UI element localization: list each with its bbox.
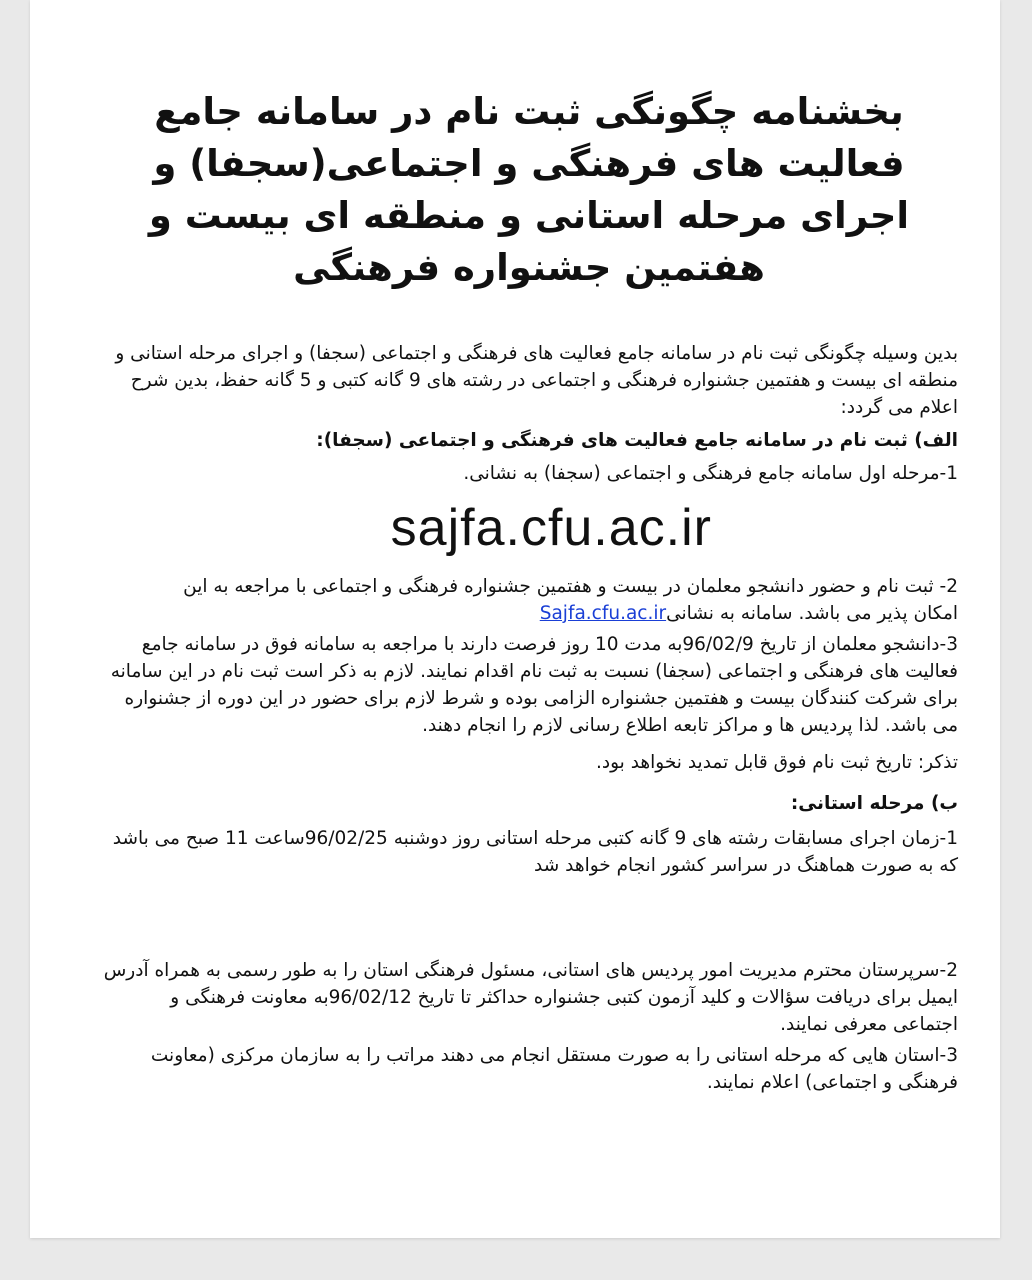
sajfa-link[interactable]: Sajfa.cfu.ac.ir [539,603,667,624]
website-address[interactable]: sajfa.cfu.ac.ir [390,499,712,557]
document-content [100,86,958,1096]
section-a-item-3: 3-دانشجو معلمان از تاریخ 96/02/9به مدت 10 روز فرصت دارند با مراجعه به سامانه فوق در سامانه جامع فعالیت های فرهنگی و اجتماعی (سجفا) نسبت به ثبت نام اقدام نمایند. لازم به ذکر است ثبت نام در این سامانه برای شرکت کنندگان بیست و هفتمین جشنواره الزامی بوده و شرط لازم برای حضور در این دوره از جشنواره می باشد. لذا پردیس ها و مراکز تابعه اطلاع رسانی لازم را انجام دهند. [110,634,958,736]
section-b-heading: ب) مرحله استانی: [790,793,958,814]
section-a-item-1: 1-مرحله اول سامانه جامع فرهنگی و اجتماعی (سجفا) به نشانی. [463,463,958,484]
page-title: بخشنامه چگونگی ثبت نام در سامانه جامع فعالیت های فرهنگی و اجتماعی(سجفا) و اجرای مرحله استانی و منطقه ای بیست و هفتمین جشنواره فرهنگی [148,90,910,289]
section-a-item-2-suffix: سامانه به نشانی [666,603,793,624]
section-b-item-3: 3-استان هایی که مرحله استانی را به صورت مستقل انجام می دهند مراتب را به سازمان مرکزی (معاونت فرهنگی و اجتماعی) اعلام نمایند. [150,1045,958,1093]
section-a-heading: الف) ثبت نام در سامانه جامع فعالیت های فرهنگی و اجتماعی (سجفا): [316,430,958,451]
section-b-item-2: 2-سرپرستان محترم مدیریت امور پردیس های استانی، مسئول فرهنگی استان را به طور رسمی به همراه آدرس ایمیل برای دریافت سؤالات و کلید آزمون کتبی جشنواره حداکثر تا تاریخ 96/02/12به معاونت فرهنگی و اجتماعی معرفی نمایند. [103,960,958,1035]
intro-paragraph: بدین وسیله چگونگی ثبت نام در سامانه جامع فعالیت های فرهنگی و اجتماعی (سجفا) و اجرای مرحله استانی و منطقه ای بیست و هفتمین جشنواره فرهنگی و اجتماعی در رشته های 9 گانه کتبی و 5 گانه حفظ، بدین شرح اعلام می گردد: [115,343,958,418]
section-a-item-2-text: 2- ثبت نام و حضور دانشجو معلمان در بیست و هفتمین جشنواره فرهنگی و اجتماعی با مراجعه به این امکان پذیر می باشد. [183,576,958,624]
note-paragraph: تذکر: تاریخ ثبت نام فوق قابل تمدید نخواهد بود. [596,752,958,773]
section-b-item-1: 1-زمان اجرای مسابقات رشته های 9 گانه کتبی مرحله استانی روز دوشنبه 96/02/25ساعت 11 صبح می باشد که به صورت هماهنگ در سراسر کشور انجام خواهد شد [112,828,958,876]
section-a-item-2 [140,573,958,627]
document-page [30,0,1000,1238]
